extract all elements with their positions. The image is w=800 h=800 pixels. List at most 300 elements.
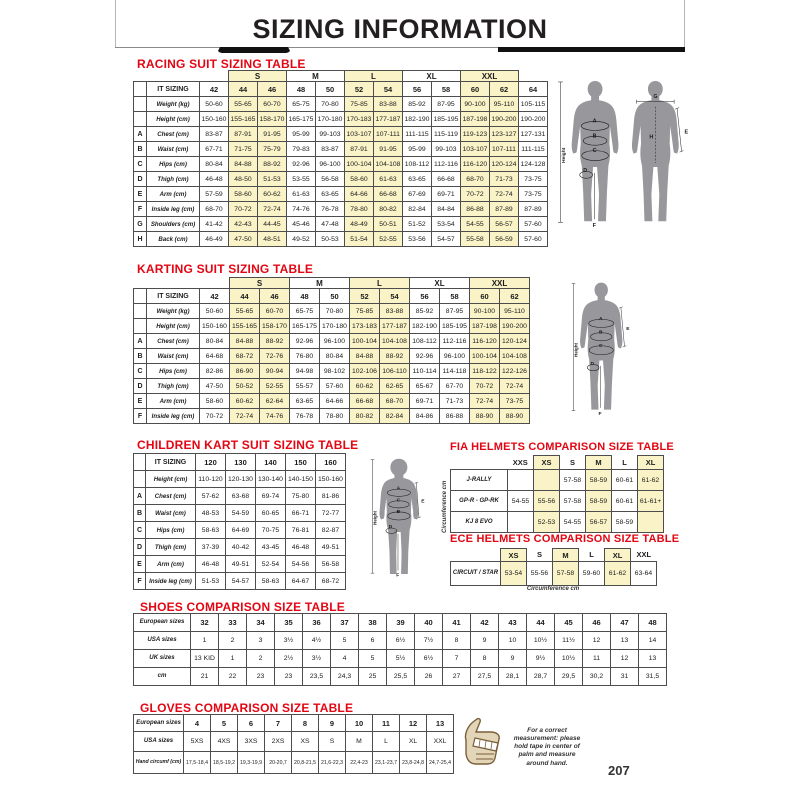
measure-label: Arm (cm) bbox=[146, 556, 196, 573]
size-value: 158-170 bbox=[260, 319, 290, 334]
size-column-header: XXS bbox=[508, 456, 534, 470]
karting-table bbox=[133, 277, 530, 424]
size-value: 69-71 bbox=[432, 187, 461, 202]
size-group-header: L bbox=[345, 71, 403, 82]
size-value: 60-70 bbox=[260, 304, 290, 319]
size-value: 124-128 bbox=[519, 157, 548, 172]
size-value: 31,5 bbox=[639, 668, 667, 686]
size-value: 58-60 bbox=[229, 187, 258, 202]
size-value: 80-84 bbox=[200, 334, 230, 349]
size-value: 58-59 bbox=[586, 470, 612, 491]
measure-letter: E bbox=[134, 187, 147, 202]
size-value: 95-110 bbox=[500, 304, 530, 319]
size-value: 70-72 bbox=[200, 409, 230, 424]
size-value: 20-20,7 bbox=[265, 752, 292, 774]
arm-letter: E bbox=[421, 499, 425, 505]
size-value: 21,6-22,3 bbox=[319, 752, 346, 774]
waist-letter: C bbox=[396, 498, 401, 504]
size-value: 185-195 bbox=[432, 112, 461, 127]
table-row bbox=[451, 491, 664, 512]
size-value: 43-45 bbox=[256, 539, 286, 556]
table-row bbox=[134, 488, 346, 505]
size-value: 31 bbox=[611, 668, 639, 686]
model-label: KJ 8 EVO bbox=[451, 512, 508, 533]
size-group-spacer bbox=[134, 278, 230, 289]
size-value: 56-58 bbox=[316, 172, 345, 187]
body-silhouette-front bbox=[558, 81, 618, 229]
size-value: 158-170 bbox=[258, 112, 287, 127]
measure-letter: A bbox=[134, 334, 147, 349]
measure-label: Thigh (cm) bbox=[146, 539, 196, 556]
size-value: 57-58 bbox=[553, 562, 579, 586]
size-value: 28,7 bbox=[527, 668, 555, 686]
size-value: 51-52 bbox=[403, 217, 432, 232]
size-value: 56-57 bbox=[586, 512, 612, 533]
size-value: 80-84 bbox=[320, 349, 350, 364]
size-value: 108-112 bbox=[410, 334, 440, 349]
measure-label: Chest (cm) bbox=[147, 127, 200, 142]
size-value: 63-64 bbox=[631, 562, 657, 586]
size-value: 115-119 bbox=[432, 127, 461, 142]
size-value: 60-70 bbox=[258, 97, 287, 112]
table-row bbox=[134, 632, 667, 650]
racing-table bbox=[133, 70, 548, 247]
size-value: 70-80 bbox=[320, 304, 350, 319]
size-value: 91-95 bbox=[374, 142, 403, 157]
size-group-header: M bbox=[290, 278, 350, 289]
table-row bbox=[134, 157, 548, 172]
table-row bbox=[134, 539, 346, 556]
corner-blank bbox=[451, 549, 501, 562]
table-row bbox=[134, 715, 454, 732]
size-group-header: XXL bbox=[470, 278, 530, 289]
size-value: 24,3 bbox=[331, 668, 359, 686]
size-value: 17,5-18,4 bbox=[184, 752, 211, 774]
size-value: 100-104 bbox=[470, 349, 500, 364]
measure-letter: D bbox=[134, 379, 147, 394]
size-value: 53-54 bbox=[501, 562, 527, 586]
letter-column-corner bbox=[134, 289, 147, 304]
measure-letter: H bbox=[134, 232, 147, 247]
racing-suit-title: RACING SUIT SIZING TABLE bbox=[137, 57, 306, 71]
size-group-header: XXL bbox=[461, 71, 519, 82]
size-value: 87-95 bbox=[440, 304, 470, 319]
size-value: 90-100 bbox=[461, 97, 490, 112]
size-value: 72-74 bbox=[258, 202, 287, 217]
size-value: 55-58 bbox=[461, 232, 490, 247]
size-value: 2 bbox=[219, 632, 247, 650]
ece-helmets-table-wrap bbox=[450, 548, 657, 586]
table-row bbox=[134, 556, 346, 573]
size-value: 120-124 bbox=[500, 334, 530, 349]
measure-label: Height (cm) bbox=[147, 112, 200, 127]
size-value: 88-90 bbox=[500, 409, 530, 424]
size-value: 65-75 bbox=[287, 97, 316, 112]
page-edge-tick-left bbox=[115, 0, 116, 47]
size-value: 37-39 bbox=[196, 539, 226, 556]
size-value: 59-60 bbox=[579, 562, 605, 586]
size-value: 111-115 bbox=[403, 127, 432, 142]
size-value: 50-60 bbox=[200, 304, 230, 319]
size-value: 95-110 bbox=[490, 97, 519, 112]
size-value: 41 bbox=[443, 614, 471, 632]
size-value: 112-116 bbox=[432, 157, 461, 172]
inside-leg-letter: F bbox=[396, 573, 400, 579]
hips-letter: C bbox=[592, 148, 597, 155]
size-value: 150-160 bbox=[316, 471, 346, 488]
size-value: 104-108 bbox=[500, 349, 530, 364]
size-value: 155-165 bbox=[230, 319, 260, 334]
size-value: 95-99 bbox=[287, 127, 316, 142]
size-value: 73-75 bbox=[500, 394, 530, 409]
size-value: 60-62 bbox=[258, 187, 287, 202]
size-value: 64-69 bbox=[226, 522, 256, 539]
size-value: 54-55 bbox=[560, 512, 586, 533]
size-value: 67-69 bbox=[403, 187, 432, 202]
table-row bbox=[134, 394, 530, 409]
size-value: 57-59 bbox=[200, 187, 229, 202]
size-value: 150-160 bbox=[200, 112, 229, 127]
size-group-header: S bbox=[230, 278, 290, 289]
size-value: 71-73 bbox=[440, 394, 470, 409]
table-row bbox=[134, 522, 346, 539]
size-value: 91-95 bbox=[258, 127, 287, 142]
size-column-header: 160 bbox=[316, 454, 346, 471]
size-value: 187-198 bbox=[461, 112, 490, 127]
fia-circumference-label: Circumference cm bbox=[442, 480, 448, 533]
size-column-header: 50 bbox=[320, 289, 350, 304]
hips-letter: C bbox=[598, 344, 603, 350]
size-value: 19,3-19,9 bbox=[238, 752, 265, 774]
size-value: 32 bbox=[191, 614, 219, 632]
size-value: 170-180 bbox=[316, 112, 345, 127]
size-value: 66-71 bbox=[286, 505, 316, 522]
size-value: 190-200 bbox=[490, 112, 519, 127]
size-value: 99-103 bbox=[316, 127, 345, 142]
size-value: 70-80 bbox=[316, 97, 345, 112]
size-value: 4 bbox=[331, 650, 359, 668]
shoes-table-wrap bbox=[133, 613, 667, 686]
size-value: 13 bbox=[427, 715, 454, 732]
size-value: 111-115 bbox=[519, 142, 548, 157]
size-value: 63-65 bbox=[316, 187, 345, 202]
size-value: 130-140 bbox=[256, 471, 286, 488]
size-column-header: S bbox=[560, 456, 586, 470]
children-kart-suit-title: CHILDREN KART SUIT SIZING TABLE bbox=[137, 438, 359, 452]
size-column-header: 54 bbox=[374, 82, 403, 97]
size-value: 23,5 bbox=[303, 668, 331, 686]
karting-suit-table-wrap bbox=[133, 277, 530, 424]
measure-letter: B bbox=[134, 505, 146, 522]
size-value: 92-96 bbox=[290, 334, 320, 349]
gloves-table bbox=[133, 714, 454, 774]
table-row bbox=[134, 573, 346, 590]
size-value: 13 KID bbox=[191, 650, 219, 668]
measure-label: Hips (cm) bbox=[147, 364, 200, 379]
size-value: 74-76 bbox=[260, 409, 290, 424]
size-value: 88-92 bbox=[260, 334, 290, 349]
size-value: 86-88 bbox=[440, 409, 470, 424]
header-tab bbox=[217, 47, 291, 53]
size-value: 38 bbox=[359, 614, 387, 632]
size-value: 55-56 bbox=[527, 562, 553, 586]
size-value: 53-56 bbox=[403, 232, 432, 247]
size-value: 13 bbox=[639, 650, 667, 668]
size-value: 123-127 bbox=[490, 127, 519, 142]
size-value: 96-100 bbox=[320, 334, 350, 349]
size-column-header: M bbox=[586, 456, 612, 470]
size-column-header: 150 bbox=[286, 454, 316, 471]
size-value: 66-68 bbox=[350, 394, 380, 409]
measure-letter: E bbox=[134, 556, 146, 573]
size-value: 58-59 bbox=[612, 512, 638, 533]
table-row bbox=[134, 409, 530, 424]
size-value: 42 bbox=[471, 614, 499, 632]
page-title: SIZING INFORMATION bbox=[252, 14, 548, 44]
size-column-header: 60 bbox=[461, 82, 490, 97]
table-row bbox=[134, 142, 548, 157]
size-value: 104-108 bbox=[380, 334, 410, 349]
body-silhouette bbox=[380, 459, 419, 574]
size-column-header: 56 bbox=[410, 289, 440, 304]
size-value: 51-54 bbox=[345, 232, 374, 247]
size-value: 1 bbox=[191, 632, 219, 650]
size-value: 62-65 bbox=[380, 379, 410, 394]
size-value: 53-54 bbox=[432, 217, 461, 232]
size-value: XL bbox=[400, 732, 427, 752]
size-value: 6½ bbox=[415, 650, 443, 668]
size-value: 4XS bbox=[211, 732, 238, 752]
size-value: 63-68 bbox=[226, 488, 256, 505]
measure-label: Weight (kg) bbox=[147, 97, 200, 112]
size-value bbox=[638, 512, 664, 533]
measure-letter bbox=[134, 319, 147, 334]
size-value: 68-72 bbox=[230, 349, 260, 364]
thigh-letter: D bbox=[590, 361, 595, 367]
size-value: 82-86 bbox=[200, 364, 230, 379]
measure-label: Chest (cm) bbox=[147, 334, 200, 349]
size-value: 99-103 bbox=[432, 142, 461, 157]
size-value: 84-88 bbox=[229, 157, 258, 172]
fia-helmets-table-wrap bbox=[450, 455, 664, 533]
size-value: 57-60 bbox=[320, 379, 350, 394]
size-value: 13 bbox=[611, 632, 639, 650]
size-value: 20,8-21,5 bbox=[292, 752, 319, 774]
size-value: 46 bbox=[583, 614, 611, 632]
size-value: 27,5 bbox=[471, 668, 499, 686]
table-row bbox=[134, 304, 530, 319]
size-value: 47-50 bbox=[229, 232, 258, 247]
size-value: 122-126 bbox=[500, 364, 530, 379]
size-column-header: 62 bbox=[500, 289, 530, 304]
size-value: 61-63 bbox=[374, 172, 403, 187]
size-value: 27 bbox=[443, 668, 471, 686]
size-column-header: L bbox=[579, 549, 605, 562]
size-value: 58-63 bbox=[196, 522, 226, 539]
size-value: 75-85 bbox=[350, 304, 380, 319]
size-value: 90-94 bbox=[260, 364, 290, 379]
size-value: 47 bbox=[611, 614, 639, 632]
size-value: 40 bbox=[415, 614, 443, 632]
size-value: 57-62 bbox=[196, 488, 226, 505]
letter-column-corner bbox=[134, 454, 146, 471]
height-label: Height bbox=[561, 147, 567, 163]
size-value: 65-75 bbox=[290, 304, 320, 319]
gloves-title: GLOVES COMPARISON SIZE TABLE bbox=[140, 701, 354, 715]
size-value: 14 bbox=[639, 632, 667, 650]
size-value: 10½ bbox=[527, 632, 555, 650]
size-value: 79-83 bbox=[287, 142, 316, 157]
shoes-table bbox=[133, 613, 667, 686]
size-column-header: 140 bbox=[256, 454, 286, 471]
size-value: 57-58 bbox=[560, 470, 586, 491]
measure-letter: D bbox=[134, 172, 147, 187]
table-row bbox=[134, 232, 548, 247]
size-value: 7 bbox=[265, 715, 292, 732]
size-value: 94-98 bbox=[290, 364, 320, 379]
model-label: GP-R - GP-RK bbox=[451, 491, 508, 512]
size-value: 87-89 bbox=[490, 202, 519, 217]
size-value: 82-84 bbox=[403, 202, 432, 217]
size-value: 83-87 bbox=[200, 127, 229, 142]
table-row bbox=[134, 349, 530, 364]
size-value: 98-102 bbox=[320, 364, 350, 379]
size-value: 96-100 bbox=[440, 349, 470, 364]
size-value: 43 bbox=[499, 614, 527, 632]
gloves-table-wrap bbox=[133, 714, 454, 774]
table-row bbox=[134, 752, 454, 774]
size-value: 39 bbox=[387, 614, 415, 632]
size-value: 65-67 bbox=[410, 379, 440, 394]
size-value: 24,7-25,4 bbox=[427, 752, 454, 774]
row-label: Hand circumf (cm) bbox=[134, 752, 184, 774]
measure-label: Waist (cm) bbox=[147, 349, 200, 364]
size-group-header: XL bbox=[403, 71, 461, 82]
size-value: 112-116 bbox=[440, 334, 470, 349]
size-value: 78-80 bbox=[320, 409, 350, 424]
measure-letter: C bbox=[134, 522, 146, 539]
size-value: 119-123 bbox=[461, 127, 490, 142]
size-value: 70-72 bbox=[229, 202, 258, 217]
size-value: 72-74 bbox=[470, 394, 500, 409]
size-value: 22 bbox=[219, 668, 247, 686]
measure-letter: A bbox=[134, 127, 147, 142]
size-value: 50-52 bbox=[230, 379, 260, 394]
size-value: 5XS bbox=[184, 732, 211, 752]
size-value: 34 bbox=[247, 614, 275, 632]
size-value: 11 bbox=[373, 715, 400, 732]
size-value: 40-42 bbox=[226, 539, 256, 556]
size-value: 61-62 bbox=[638, 470, 664, 491]
size-value: 56-57 bbox=[490, 217, 519, 232]
measure-letter: D bbox=[134, 539, 146, 556]
size-value: 5 bbox=[331, 632, 359, 650]
size-value: 103-107 bbox=[461, 142, 490, 157]
size-value: 67-70 bbox=[440, 379, 470, 394]
measure-letter bbox=[134, 112, 147, 127]
thigh-letter: D bbox=[583, 167, 588, 174]
measure-label: Thigh (cm) bbox=[147, 379, 200, 394]
measure-label: Inside leg (cm) bbox=[146, 573, 196, 590]
size-value: 120-130 bbox=[226, 471, 256, 488]
size-value: 2 bbox=[247, 650, 275, 668]
size-value: 11 bbox=[583, 650, 611, 668]
size-value: 116-120 bbox=[461, 157, 490, 172]
size-value: 42-43 bbox=[229, 217, 258, 232]
size-value: 9½ bbox=[527, 650, 555, 668]
size-value: 55-65 bbox=[229, 97, 258, 112]
size-value bbox=[508, 470, 534, 491]
size-column-header: 48 bbox=[290, 289, 320, 304]
size-column-header: XL bbox=[638, 456, 664, 470]
fia-helmets-title: FIA HELMETS COMPARISON SIZE TABLE bbox=[450, 441, 674, 453]
size-value: 64-68 bbox=[200, 349, 230, 364]
children-table bbox=[133, 453, 346, 590]
size-value: 86-88 bbox=[461, 202, 490, 217]
size-value: 108-112 bbox=[403, 157, 432, 172]
size-value: 107-111 bbox=[374, 127, 403, 142]
size-value: 84-88 bbox=[350, 349, 380, 364]
row-label: European sizes bbox=[134, 614, 191, 632]
size-value: 85-92 bbox=[410, 304, 440, 319]
size-value: 140-150 bbox=[286, 471, 316, 488]
size-value: 3 bbox=[247, 632, 275, 650]
arm-letter: E bbox=[684, 129, 689, 136]
size-value: 35 bbox=[275, 614, 303, 632]
size-value: 48-51 bbox=[258, 232, 287, 247]
size-column-header: 50 bbox=[316, 82, 345, 97]
table-row bbox=[134, 614, 667, 632]
measure-label: Arm (cm) bbox=[147, 187, 200, 202]
row-label: European sizes bbox=[134, 715, 184, 732]
measure-label: Height (cm) bbox=[147, 319, 200, 334]
size-value: 50-53 bbox=[316, 232, 345, 247]
size-value: 74-76 bbox=[287, 202, 316, 217]
size-value: 88-92 bbox=[380, 349, 410, 364]
measure-letter bbox=[134, 304, 147, 319]
measure-label: Weight (kg) bbox=[147, 304, 200, 319]
size-value: 190-200 bbox=[500, 319, 530, 334]
size-value: 75-79 bbox=[258, 142, 287, 157]
size-value: 18,5-19,2 bbox=[211, 752, 238, 774]
table-row bbox=[134, 471, 346, 488]
back-letter: H bbox=[649, 134, 654, 141]
size-value: 10½ bbox=[555, 650, 583, 668]
size-value: 110-114 bbox=[410, 364, 440, 379]
size-value: 8 bbox=[471, 650, 499, 668]
size-value: 76-80 bbox=[290, 349, 320, 364]
size-value bbox=[534, 470, 560, 491]
ece-table bbox=[450, 548, 657, 586]
size-value: 47-50 bbox=[200, 379, 230, 394]
size-column-header: XXL bbox=[631, 549, 657, 562]
size-value: 190-200 bbox=[519, 112, 548, 127]
size-value: 23,1-23,7 bbox=[373, 752, 400, 774]
measure-label: Inside leg (cm) bbox=[147, 202, 200, 217]
size-value: M bbox=[346, 732, 373, 752]
page-number: 207 bbox=[608, 763, 630, 778]
table-row bbox=[451, 562, 657, 586]
size-value: 6 bbox=[359, 632, 387, 650]
size-value: 26 bbox=[415, 668, 443, 686]
size-value: 62-64 bbox=[260, 394, 290, 409]
size-value: 5½ bbox=[387, 650, 415, 668]
size-value: 87-89 bbox=[519, 202, 548, 217]
size-column-header: XS bbox=[501, 549, 527, 562]
size-column-header: 46 bbox=[258, 82, 287, 97]
table-row bbox=[134, 217, 548, 232]
size-value: 47-48 bbox=[316, 217, 345, 232]
